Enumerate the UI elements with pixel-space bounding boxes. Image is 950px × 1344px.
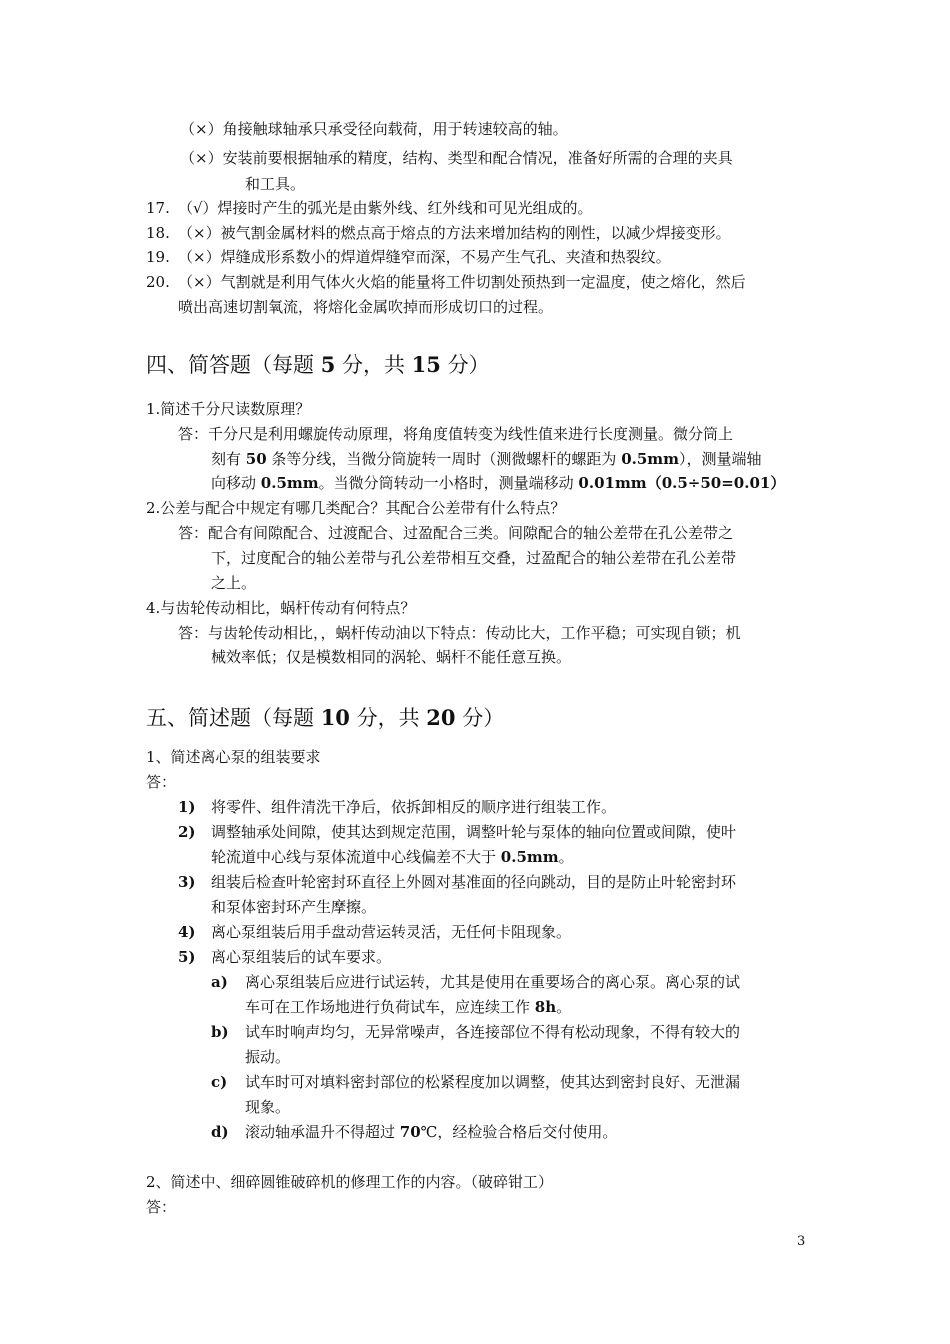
question-1: 1.简述千分尺读数原理？ (146, 400, 311, 418)
answer-2-line-3: 之上。 (211, 574, 257, 592)
judgment-item-b-cont: 和工具。 (245, 175, 306, 193)
step-2-cont: 轮流道中心线与泵体流道中心线偏差不大于 0.5mm。 (211, 848, 574, 866)
judgment-item-b: （×）安装前要根据轴承的精度，结构、类型和配合情况，准备好所需的合理的夹具 (180, 149, 733, 167)
judgment-item-18: （×）被气割金属材料的燃点高于熔点的方法来增加结构的刚性，以减少焊接变形。 (178, 224, 731, 242)
question-4: 4.与齿轮传动相比，蜗杆传动有何特点？ (146, 599, 416, 617)
answer-label: 答： (146, 773, 177, 791)
judgment-item-20-cont: 喷出高速切割氧流，将熔化金属吹掉而形成切口的过程。 (178, 298, 554, 316)
answer-4-line-1: 答：与齿轮传动相比，，蜗杆传动油以下特点：传动比大，工作平稳；可实现自锁；机 (178, 624, 741, 642)
step-number: 3) (178, 873, 196, 891)
page-number: 3 (797, 1234, 806, 1249)
question-2: 2.公差与配合中规定有哪几类配合？其配合公差带有什么特点？ (146, 499, 566, 517)
question-5-1: 1、简述离心泵的组装要求 (146, 748, 321, 766)
item-number: 19. (146, 248, 170, 266)
item-number: 20. (146, 273, 170, 291)
answer-1-line-3: 向移动 0.5mm。当微分筒转动一小格时，测量端移动 0.01mm（0.5÷50=0.01） (211, 474, 786, 492)
step-number: 1) (178, 798, 196, 816)
substep-letter: a) (211, 973, 228, 991)
substep-a: 离心泵组装后应进行试运转，尤其是使用在重要场合的离心泵。离心泵的试 (245, 973, 741, 991)
substep-c: 试车时可对填料密封部位的松紧程度加以调整，使其达到密封良好、无泄漏 (245, 1073, 741, 1091)
item-number: 18. (146, 224, 170, 242)
answer-2-line-2: 下，过度配合的轴公差带与孔公差带相互交叠，过盈配合的轴公差带在孔公差带 (211, 549, 737, 567)
answer-4-line-2: 械效率低；仅是模数相同的涡轮、蜗杆不能任意互换。 (211, 648, 572, 666)
step-4: 离心泵组装后用手盘动营运转灵活，无任何卡阻现象。 (211, 923, 572, 941)
section-4-heading: 四、简答题（每题 5 分，共 15 分） (146, 352, 490, 377)
question-5-2: 2、简述中、细碎圆锥破碎机的修理工作的内容。（破碎钳工） (146, 1173, 554, 1191)
step-1: 将零件、组件清洗干净后，依拆卸相反的顺序进行组装工作。 (211, 798, 617, 816)
step-2: 调整轴承处间隙，使其达到规定范围，调整叶轮与泵体的轴向位置或间隙，使叶 (211, 823, 737, 841)
judgment-item-19: （×）焊缝成形系数小的焊道焊缝窄而深，不易产生气孔、夹渣和热裂纹。 (178, 248, 671, 266)
step-number: 2) (178, 823, 196, 841)
substep-letter: c) (211, 1073, 228, 1091)
judgment-item-a: （×）角接触球轴承只承受径向载荷，用于转速较高的轴。 (180, 120, 568, 138)
step-number: 5) (178, 948, 196, 966)
substep-letter: b) (211, 1023, 229, 1041)
step-5: 离心泵组装后的试车要求。 (211, 948, 392, 966)
substep-c-cont: 现象。 (245, 1098, 291, 1116)
step-number: 4) (178, 923, 196, 941)
answer-1-line-2: 刻有 50 条等分线，当微分筒旋转一周时（测微螺杆的螺距为 0.5mm），测量端轴 (211, 450, 762, 468)
answer-2-line-1: 答：配合有间隙配合、过渡配合、过盈配合三类。间隙配合的轴公差带在孔公差带之 (178, 524, 734, 542)
step-3-cont: 和泵体密封环产生摩擦。 (211, 898, 377, 916)
step-3: 组装后检查叶轮密封环直径上外圆对基准面的径向跳动，目的是防止叶轮密封环 (211, 873, 737, 891)
answer-label: 答： (146, 1198, 177, 1216)
substep-a-cont: 车可在工作场地进行负荷试车，应连续工作 8h。 (245, 998, 572, 1016)
judgment-item-17: （√）焊接时产生的弧光是由紫外线、红外线和可见光组成的。 (178, 199, 593, 217)
item-number: 17. (146, 199, 170, 217)
section-5-heading: 五、简述题（每题 10 分，共 20 分） (146, 705, 505, 730)
substep-b: 试车时响声均匀，无异常噪声，各连接部位不得有松动现象，不得有较大的 (245, 1023, 741, 1041)
substep-d: 滚动轴承温升不得超过 70℃，经检验合格后交付使用。 (245, 1123, 618, 1141)
substep-letter: d) (211, 1123, 229, 1141)
substep-b-cont: 振动。 (245, 1048, 291, 1066)
answer-1-line-1: 答：千分尺是利用螺旋传动原理，将角度值转变为线性值来进行长度测量。微分筒上 (178, 425, 734, 443)
judgment-item-20: （×）气割就是利用气体火火焰的能量将工件切割处预热到一定温度，使之熔化，然后 (178, 273, 746, 291)
